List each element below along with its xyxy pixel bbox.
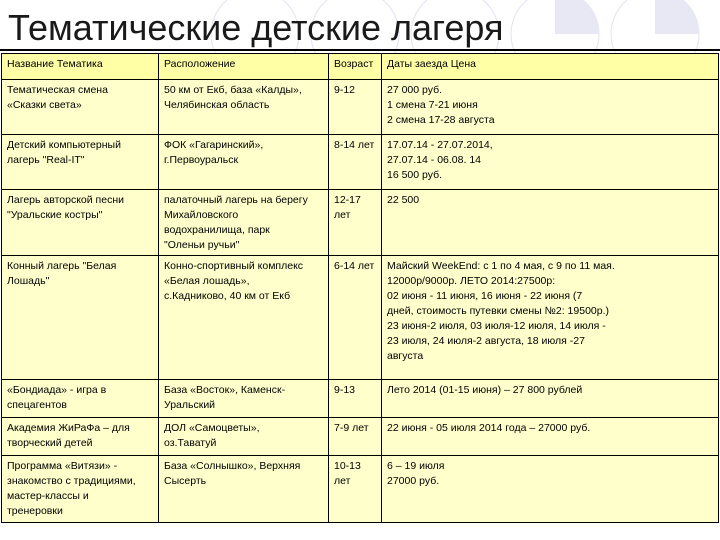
table-row [2, 380, 719, 418]
header-row [2, 54, 719, 80]
cell-dates: Майский WeekEnd: с 1 по 4 мая, с 9 по 11 мая. 12000р/9000р. ЛЕТО 2014:27500р: 02 июня - 11 июня, 16 июня - 22 июня (7 дней, стоимость путевки смены №2: 19500р.) 23 июня-2 июля, 03 июля-12 июля, 14 июля - 23 июля, 24 июля-2 августа, 18 июля -27 августа [382, 256, 719, 380]
cell-age: 12-17 лет [329, 190, 382, 256]
cell-name: Программа «Витязи» - знакомство с традициями, мастер-классы и тренеровки [2, 456, 159, 523]
table-row [2, 256, 719, 380]
cell-location: База «Солнышко», Верхняя Сысерть [159, 456, 329, 523]
cell-location: 50 км от Екб, база «Калды», Челябинская область [159, 80, 329, 135]
cell-location: ДОЛ «Самоцветы», оз.Таватуй [159, 418, 329, 456]
cell-name: Конный лагерь "Белая Лошадь" [2, 256, 159, 380]
cell-name: Академия ЖиРаФа – для творческий детей [2, 418, 159, 456]
table-row [2, 456, 719, 523]
cell-name: Лагерь авторской песни "Уральские костры" [2, 190, 159, 256]
cell-dates: 17.07.14 - 27.07.2014, 27.07.14 - 06.08. 14 16 500 руб. [382, 135, 719, 190]
cell-dates: 6 – 19 июля 27000 руб. [382, 456, 719, 523]
cell-name: Детский компьютерный лагерь "Real-IT" [2, 135, 159, 190]
cell-dates: Лето 2014 (01-15 июня) – 27 800 рублей [382, 380, 719, 418]
title-divider [0, 49, 720, 51]
cell-age: 9-12 [329, 80, 382, 135]
cell-name: «Бондиада» - игра в спецагентов [2, 380, 159, 418]
header-name: Название Тематика [2, 54, 159, 80]
cell-age: 6-14 лет [329, 256, 382, 380]
header-age: Возраст [329, 54, 382, 80]
table-row [2, 418, 719, 456]
cell-location: База «Восток», Каменск- Уральский [159, 380, 329, 418]
camps-table [1, 53, 719, 523]
cell-location: Конно-спортивный комплекс «Белая лошадь», с.Кадниково, 40 км от Екб [159, 256, 329, 380]
header-location: Расположение [159, 54, 329, 80]
cell-dates: 27 000 руб. 1 смена 7-21 июня 2 смена 17-28 августа [382, 80, 719, 135]
cell-age: 8-14 лет [329, 135, 382, 190]
cell-dates: 22 500 [382, 190, 719, 256]
table-row [2, 135, 719, 190]
table-row [2, 80, 719, 135]
cell-location: палаточный лагерь на берегу Михайловского водохранилища, парк "Оленьи ручьи" [159, 190, 329, 256]
cell-name: Тематическая смена «Сказки света» [2, 80, 159, 135]
cell-dates: 22 июня - 05 июля 2014 года – 27000 руб. [382, 418, 719, 456]
cell-age: 7-9 лет [329, 418, 382, 456]
cell-age: 10-13 лет [329, 456, 382, 523]
header-dates-price: Даты заезда Цена [382, 54, 719, 80]
page-title: Тематические детские лагеря [8, 7, 504, 48]
cell-age: 9-13 [329, 380, 382, 418]
table-row [2, 190, 719, 256]
cell-location: ФОК «Гагаринский», г.Первоуральск [159, 135, 329, 190]
